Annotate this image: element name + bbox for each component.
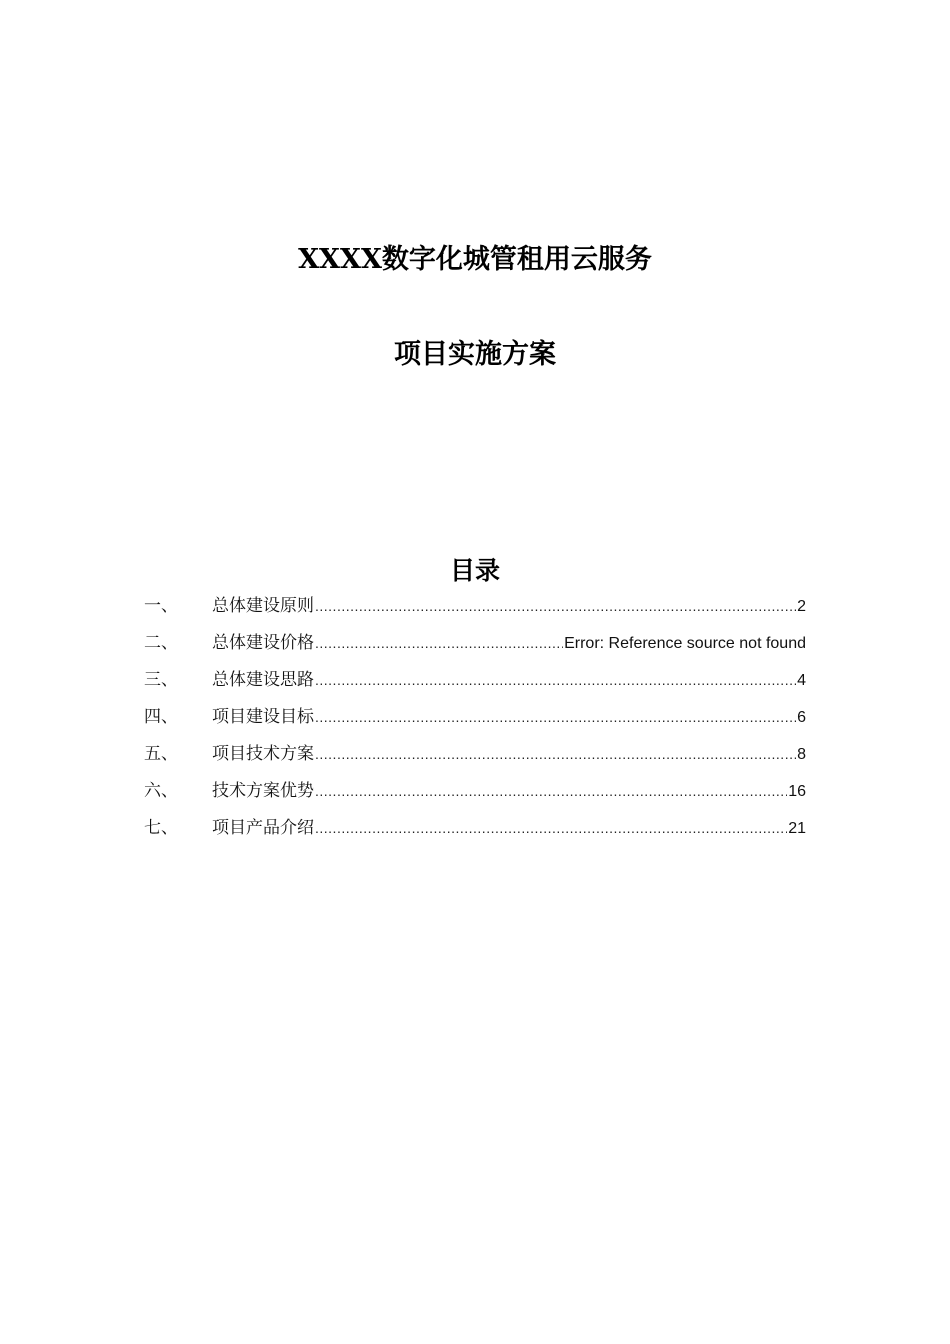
toc-entry-title: 项目建设目标: [212, 707, 314, 727]
toc-entry-number: 五、: [144, 744, 178, 764]
toc-entry-title: 总体建设思路: [212, 670, 314, 690]
toc-entry[interactable]: [144, 740, 806, 777]
toc-entry-page: 16: [788, 783, 806, 800]
toc-entry-title: 总体建设原则: [212, 596, 314, 616]
toc-entry-number: 七、: [144, 818, 178, 838]
toc-entry-page: Error: Reference source not found: [564, 635, 806, 652]
toc-heading: 目录: [449, 556, 500, 585]
toc-entry-number: 四、: [144, 707, 178, 727]
toc-entry-page: 8: [797, 746, 806, 763]
toc-entry[interactable]: [144, 777, 806, 814]
toc-entry-page: 4: [797, 672, 806, 689]
toc-entry[interactable]: [144, 666, 806, 703]
toc-entry-number: 一、: [144, 596, 178, 616]
document-title: XXXX数字化城管租用云服务: [298, 244, 652, 275]
toc-entry-page: 6: [797, 709, 806, 726]
document-subtitle: 项目实施方案: [394, 339, 556, 370]
toc-dot-leader: [315, 814, 787, 842]
toc-entry-title: 技术方案优势: [212, 781, 314, 801]
toc-entry-title: 总体建设价格: [212, 633, 314, 653]
toc-dot-leader: [315, 740, 796, 768]
toc-dot-leader: [315, 629, 563, 657]
toc-entry[interactable]: [144, 629, 806, 666]
toc-entry-number: 六、: [144, 781, 178, 801]
toc-entry[interactable]: [144, 703, 806, 740]
toc-dot-leader: [315, 666, 796, 694]
toc-dot-leader: [315, 703, 796, 731]
toc-entry[interactable]: [144, 592, 806, 629]
toc-entry-title: 项目产品介绍: [212, 818, 314, 838]
toc-entry[interactable]: [144, 814, 806, 851]
toc-entry-title: 项目技术方案: [212, 744, 314, 764]
toc-entry-page: 2: [797, 598, 806, 615]
toc-entry-page: 21: [788, 820, 806, 837]
toc-entry-number: 三、: [144, 670, 178, 690]
toc-dot-leader: [315, 777, 787, 805]
toc-dot-leader: [315, 592, 796, 620]
toc-entry-number: 二、: [144, 633, 178, 653]
table-of-contents: [144, 592, 806, 851]
